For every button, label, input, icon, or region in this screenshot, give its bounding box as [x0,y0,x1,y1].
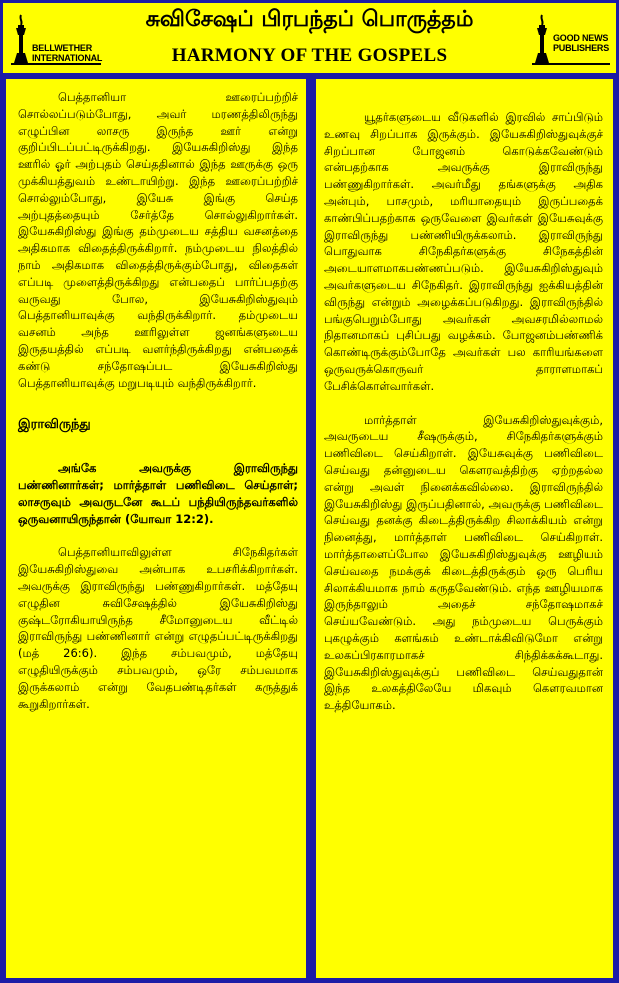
paragraph-supper: யூதர்களுடைய வீடுகளில் இரவில் சாப்பிடும் உணவு சிறப்பாக இருக்கும். இயேசுகிறிஸ்துவுக்குச் சிறப்பான போஜனம் கொடுக்கவேண்டும் என்பதற்காக அவருக்கு இராவிருந்து பண்ணுகிறார்கள். அவர்மீது தங்களுக்கு அதிக அன்பும், பாசமும், மரியாதையும் இருப்பதைக் காண்பிப்பதற்காக ஒருவேளை இவர்கள் இயேசுவுக்கு இராவிருந்து பண்ணியிருக்கலாம். இராவிருந்து பொதுவாக சிநேகிதர்களுக்கு சிநேகத்தின் அடையாளமாகபண்ணப்படும். இயேசுகிறிஸ்துவும் அவர்களுடைய சிநேகிதர். இராவிருந்து ஐக்கியத்தின் விருந்து என்றும் அழைக்கப்படுகிறது. இராவிருந்தில் பங்குபெறும்போது அவர்கள் அவசரமில்லாமல் நிதானமாகப் புசிப்பது வழக்கம். போஜனம்பண்ணிக் கொண்டிருக்கும்போதே அவர்கள் பல காரியங்களை ஒருவருக்கொருவர் தாராளமாகப் பேசிக்கொள்வார்கள். [324,110,603,393]
paragraph-martha: மார்த்தாள் இயேசுகிறிஸ்துவுக்கும், அவருடைய சீஷருக்கும், சிநேகிதர்களுக்கும் பணிவிடை செய்கிறாள். இயேசுவுக்கு பணிவிடை செய்வது தன்னுடைய கௌரவத்திற்கு ஏற்றதல்ல என்று அவள் நினைக்கவில்லை. இராவிருந்தில் இயேசுகிறிஸ்து இருப்பதினால், அவருக்கு பணிவிடை செய்வது தனக்கு கிடைத்திருக்கிற சிலாக்கியம் என்று நினைத்து, மார்த்தாள் பணிவிடை செய்கிறாள். மார்த்தாளைப்போல இயேசுகிறிஸ்துவுக்கு ஊழியம் செய்வதை நமக்குக் கிடைத்திருக்கும் ஒரு பெரிய சிலாக்கியமாக நாம் கருதவேண்டும். எந்த ஊழியமாக இருந்தாலும் அதைச் சந்தோஷமாகச் செய்யவேண்டும். அது நம்முடைய பெருக்கும் புகழுக்கும் களங்கம் உண்டாக்கிவிடுமோ என்று உலகப்பிரகாரமாகச் சிந்திக்கக்கூடாது. இயேசுகிறிஸ்துவுக்குப் பணிவிடை செய்வதுதான் இந்த உலகத்திலேயே மிகவும் கௌரவமான உத்தியோகம். [324,412,603,713]
scripture-verse: அங்கே அவருக்கு இராவிருந்து பண்ணினார்கள்; மார்த்தாள் பணிவிடை செய்தாள்; லாசருவும் அவருடனே கூடப் பந்தியிருந்தவர்களில் ஒருவனாயிருந்தான் (யோவா 12:2). [18,461,298,526]
logo-left-line1: BELLWETHER [32,43,92,53]
lamp-icon [532,13,552,65]
header-banner [3,3,616,73]
page-title-english: HARMONY OF THE GOSPELS [171,45,448,66]
right-column [316,79,613,978]
logo-right-line2: PUBLISHERS [553,43,610,53]
good-news-logo [532,11,610,65]
logo-left-line2: INTERNATIONAL [32,53,103,63]
paragraph-bethany: பெத்தானியா ஊரைப்பற்றிச் சொல்லப்படும்போது, அவர் மரணத்திலிருந்து எழுப்பின லாசரு இருந்த ஊர் என்று குறிப்பிடப்பட்டிருக்கிறது. இயேசுகிறிஸ்து இந்த ஊரில் ஓர் அற்புதம் செய்ததினால் இந்த ஊருக்கு ஒரு முக்கியத்துவம் உண்டாயிற்று. இந்த ஊரைப்பற்றிச் சொல்லும்போது, இயேசு இங்கு செய்த அற்புதத்தையும் சேர்த்தே சொல்லுகிறார்கள். இயேசுகிறிஸ்து இங்கு தம்முடைய சத்திய வசனத்தை அதிகமாக விதைத்திருக்கிறார். நம்முடைய நிலத்தில் நாம் அதிகமாக விதைத்திருக்கும்போது, விதைகள் எப்படி முளைத்திருக்கிறது என்பதைப் பார்ப்பதற்கு வருவது போல, இயேசுகிறிஸ்துவும் பெத்தானியாவுக்கு வந்திருக்கிறார். தம்முடைய வசனம் அந்த ஊரிலுள்ள ஜனங்களுடைய இருதயத்தில் எப்படி வளர்ந்திருக்கிறது என்பதைக் கண்டு சந்தோஷப்பட இயேசுகிறிஸ்து பெத்தானியாவுக்கு மறுபடியும் வந்திருக்கிறார். [18,90,298,390]
logo-right-line1: GOOD NEWS [553,33,609,43]
paragraph-friends: பெத்தானியாவிலுள்ள சிநேகிதர்கள் இயேசுகிறிஸ்துவை அன்பாக உபசரிக்கிறார்கள். அவருக்கு இராவிருந்து பண்ணுகிறார்கள். மத்தேயு எழுதின சுவிசேஷத்தில் இயேசுகிறிஸ்து குஷ்டரோகியாயிருந்த சீமோனுடைய வீட்டில் இராவிருந்து பண்ணினார் என்று எழுதப்பட்டிருக்கிறது (மத் 26:6). இந்த சம்பவமும், மத்தேயு எழுதியிருக்கும் சம்பவமும், ஒரே சம்பவமாக இருக்கலாம் என்று வேதபண்டிதர்கள் கருத்துக் கூறுகிறார்கள். [18,545,298,711]
page-title-tamil: சுவிசேஷப் பிரபந்தப் பொருத்தம் [145,7,474,32]
logo-underline [11,63,101,65]
left-column [6,79,306,978]
bellwether-logo [11,11,101,65]
logo-underline [532,63,610,65]
section-heading: இராவிருந்து [18,417,91,433]
lamp-icon [11,13,31,65]
